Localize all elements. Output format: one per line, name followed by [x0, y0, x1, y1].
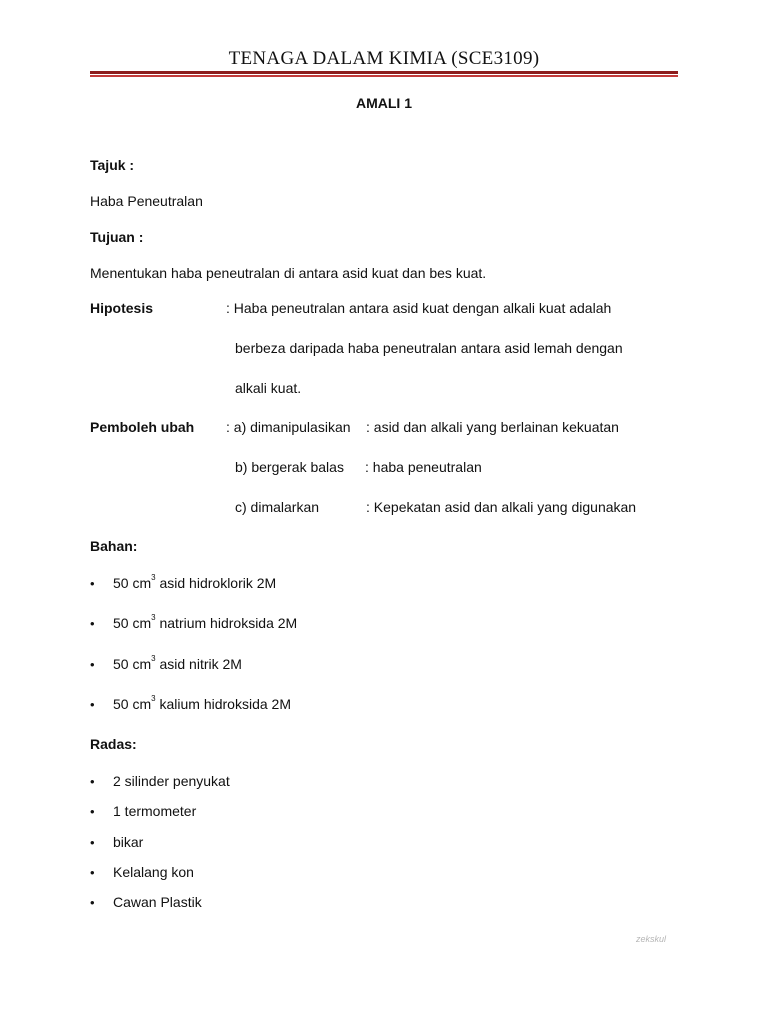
- bahan-item: [90, 654, 242, 672]
- bullet-icon: •: [90, 697, 95, 712]
- radas-item: [90, 864, 194, 880]
- radas-item: [90, 803, 197, 819]
- radas-item-text: 2 silinder penyukat: [113, 773, 230, 789]
- bahan-item: [90, 573, 277, 591]
- bahan-item: [90, 694, 291, 712]
- bullet-icon: •: [90, 576, 95, 591]
- pemboleh-ubah-label: Pemboleh ubah: [90, 419, 195, 435]
- radas-item-text: Cawan Plastik: [113, 894, 202, 910]
- tajuk-value: Haba Peneutralan: [90, 193, 203, 209]
- tujuan-value: Menentukan haba peneutralan di antara asid kuat dan bes kuat.: [90, 265, 487, 281]
- bullet-icon: •: [90, 616, 95, 631]
- radas-label: Radas:: [90, 736, 137, 752]
- radas-item: [90, 894, 202, 910]
- bullet-icon: •: [90, 865, 95, 880]
- radas-item-text: bikar: [113, 834, 144, 850]
- bahan-item-text: 50 $cm^3$ asid nitrik 2M: [113, 654, 242, 672]
- bullet-icon: •: [90, 804, 95, 819]
- pemboleh-row-a-value: : asid dan alkali yang berlainan kekuatan: [366, 419, 619, 435]
- hipotesis-label: Hipotesis: [90, 300, 154, 316]
- bahan-item: [90, 613, 298, 631]
- radas-item-text: Kelalang kon: [113, 864, 194, 880]
- radas-item: [90, 834, 144, 850]
- hipotesis-line-3: alkali kuat.: [235, 380, 302, 396]
- document-header-title: TENAGA DALAM KIMIA (SCE3109): [228, 48, 540, 69]
- bahan-item-text: 50 $cm^3$ natrium hidroksida 2M: [113, 613, 298, 631]
- radas-item-text: 1 termometer: [113, 803, 197, 819]
- section-title-amali: AMALI 1: [356, 95, 412, 111]
- bahan-item-text: 50 $cm^3$ asid hidroklorik 2M: [113, 573, 277, 591]
- hipotesis-line-2: berbeza daripada haba peneutralan antara asid lemah dengan: [235, 340, 623, 356]
- pemboleh-row-b-value: : haba peneutralan: [365, 459, 482, 475]
- pemboleh-row-a-key: : a) dimanipulasikan: [226, 419, 351, 435]
- bullet-icon: •: [90, 895, 95, 910]
- bahan-label: Bahan:: [90, 538, 138, 554]
- tajuk-label: Tajuk :: [90, 157, 135, 173]
- tujuan-label: Tujuan :: [90, 229, 144, 245]
- pemboleh-row-c-value: : Kepekatan asid dan alkali yang digunakan: [366, 499, 637, 515]
- bullet-icon: •: [90, 657, 95, 672]
- pemboleh-row-b-key: b) bergerak balas: [235, 459, 344, 475]
- pemboleh-row-c-key: c) dimalarkan: [235, 499, 320, 515]
- hipotesis-line-1: : Haba peneutralan antara asid kuat dengan alkali kuat adalah: [226, 300, 612, 316]
- header-rule-dark: [90, 71, 678, 74]
- bullet-icon: •: [90, 835, 95, 850]
- header-rule-red: [90, 75, 678, 77]
- bullet-icon: •: [90, 774, 95, 789]
- watermark: zekskul: [636, 934, 667, 944]
- radas-item: [90, 773, 230, 789]
- bahan-item-text: 50 $cm^3$ kalium hidroksida 2M: [113, 694, 291, 712]
